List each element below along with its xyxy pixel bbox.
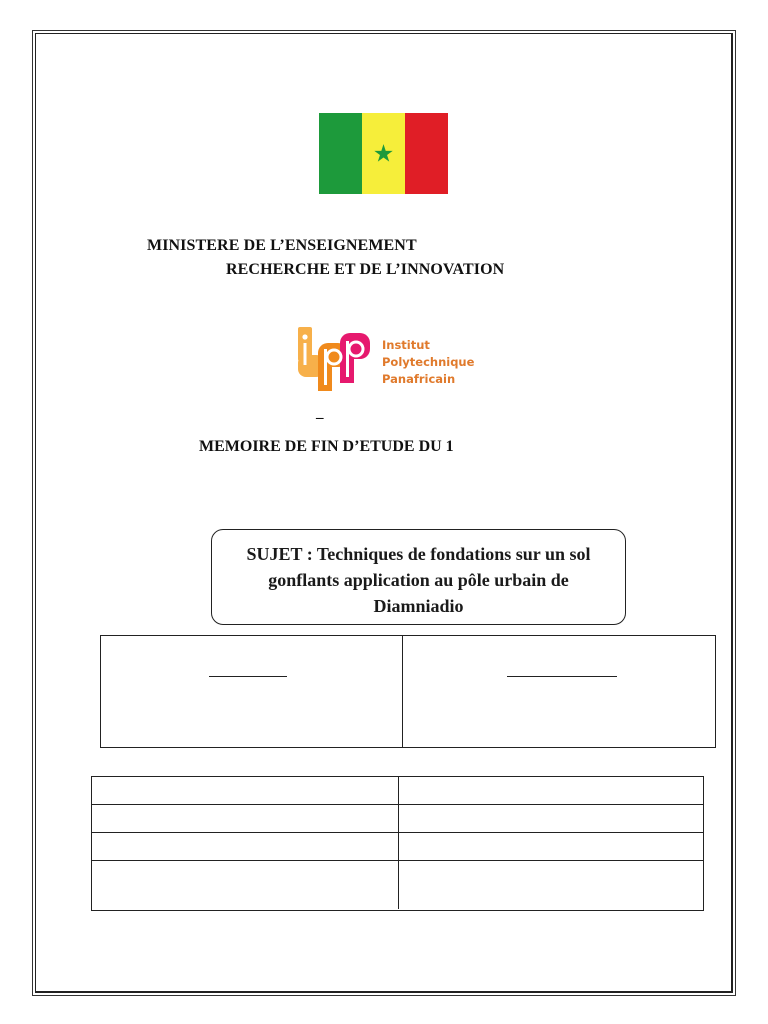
signature-cell-left: [101, 636, 403, 747]
subject-line-3: Diamniadio: [373, 596, 464, 616]
table-cell: [92, 805, 399, 832]
ministry-line-2: RECHERCHE ET DE L’INNOVATION: [226, 261, 505, 278]
subject-line-1: SUJET : Techniques de fondations sur un sol: [246, 544, 591, 564]
ipp-logo: [296, 325, 476, 393]
table-row: [92, 777, 703, 805]
table-cell: [92, 861, 399, 909]
ministry-line-1: MINISTERE DE L’ENSEIGNEMENT: [147, 237, 417, 254]
logo-line-institut: Institut: [382, 338, 430, 352]
table-cell: [399, 777, 703, 804]
logo-text: [382, 337, 474, 388]
table-cell: [92, 833, 399, 860]
flag-green-band: [319, 113, 362, 194]
flag-yellow-band: [362, 113, 405, 194]
signature-line-left: [209, 676, 287, 677]
table-row: [92, 833, 703, 861]
table-cell: [399, 861, 703, 909]
separator-dash: _: [316, 405, 324, 421]
signature-table: [100, 635, 716, 748]
table-row: [92, 805, 703, 833]
flag-red-band: [405, 113, 448, 194]
signature-line-right: [507, 676, 617, 677]
table-cell: [92, 777, 399, 804]
ipp-logo-icon: [296, 325, 382, 393]
logo-line-panafricain: Panafricain: [382, 372, 456, 386]
table-row: [92, 861, 703, 909]
logo-line-polytechnique: Polytechnique: [382, 355, 475, 369]
senegal-flag: [319, 113, 448, 194]
signature-cell-right: [403, 636, 715, 747]
table-cell: [399, 805, 703, 832]
table-cell: [399, 833, 703, 860]
subject-box: [211, 529, 626, 625]
info-table: [91, 776, 704, 911]
memoire-title: MEMOIRE DE FIN D’ETUDE DU 1: [199, 438, 454, 455]
subject-line-2: gonflants application au pôle urbain de: [268, 570, 569, 590]
star-icon: ★: [372, 139, 395, 168]
